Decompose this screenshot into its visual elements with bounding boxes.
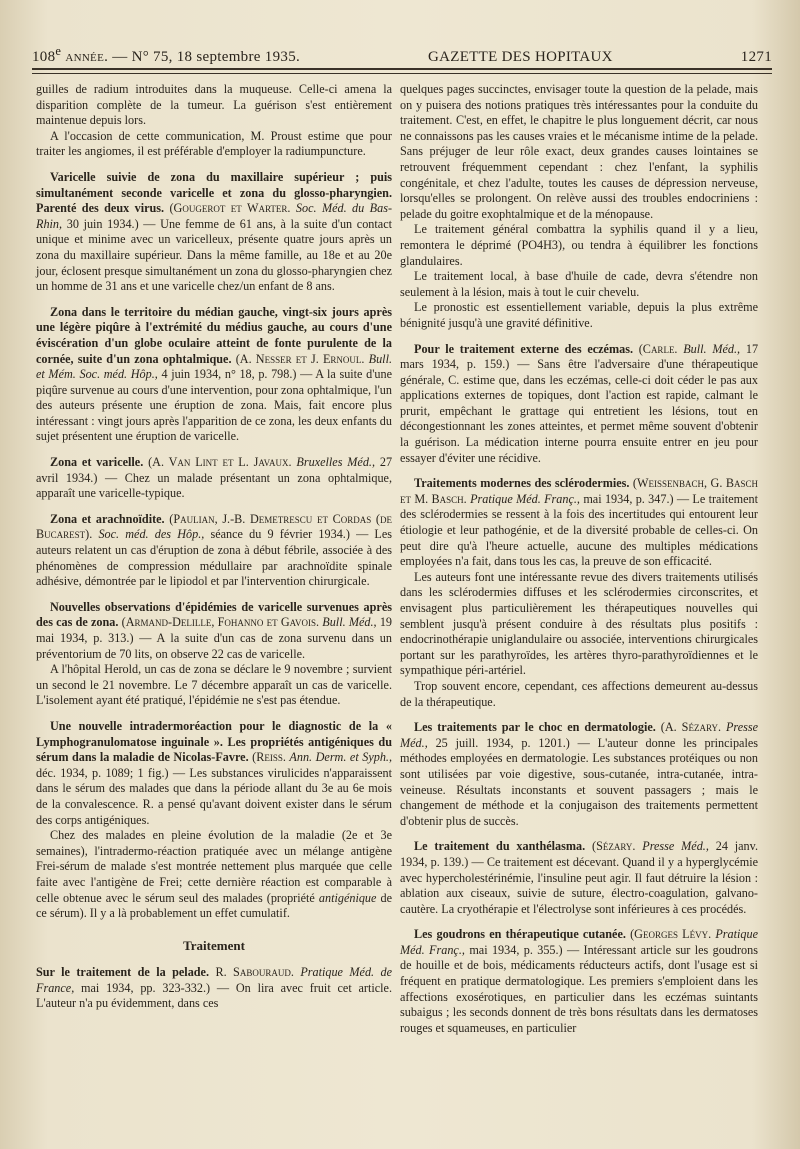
article-entry bbox=[36, 305, 392, 445]
entry-body: séance du 9 février 1934.) — Les auteurs relatent un cas d'éruption de zona à début fébrile, associée à des phénomènes de compression médullaire par arachnoïdite spinale adhésive, démontrée par le lipiodol et par l'intervention chirurgicale. bbox=[36, 527, 393, 589]
journal-title: GAZETTE DES HOPITAUX bbox=[428, 49, 613, 65]
entry-title: Varicelle suivie de zona du maxillaire supérieur ; puis simultanément seconde varicelle et zona du glosso-pharyngien. Parenté des deux virus. bbox=[36, 169, 392, 216]
issue-date: — N° 75, 18 septembre 1935. bbox=[112, 49, 301, 65]
article-entry bbox=[400, 927, 758, 1036]
article-entry bbox=[36, 719, 392, 828]
entry-title: Nouvelles observations d'épidémies de varicelle survenues après des cas de zona. bbox=[36, 599, 392, 630]
issue-info bbox=[32, 44, 300, 66]
entry-title: Le traitement du xanthélasma. bbox=[414, 839, 586, 854]
right-column bbox=[400, 82, 758, 1036]
paragraph-text: de ce sérum). Il y a là probablement un effet cumulatif. bbox=[36, 890, 393, 921]
entry-title: Traitements modernes des sclérodermies. bbox=[414, 476, 630, 491]
paragraph-text: Chez des malades en pleine évolution de la maladie (2e et 3e semaines), l'intradermo-réaction pratiquée avec un mélange antigène Frei-sérum de malade s'est montrée nettement plus marquée que celle faite avec l'antigène de Frei; cette dernière réaction est comparable à celle obtenue avec le sérum seul des malades (propriété bbox=[36, 828, 392, 905]
entry-title: Une nouvelle intradermoréaction pour le diagnostic de la « Lymphogranulomatose inguinale ». Les propriétés antigéniques du sérum dans la maladie de Nicolas-Favre. bbox=[36, 718, 392, 765]
paragraph: quelques pages succinctes, envisager toute la question de la pelade, mais on y puisera des notions pratiques très intéressantes pour la conduite du traitement. C'est, en effet, le chapitre le plus longuement décrit, car nous ne connaissons pas les causes vraies et le mécanisme intime de la pelade. Sans préjuger de leur rôle exact, deux grandes causes lointaines se retrouvent fréquemment cependant : chez l'enfant, la syphilis congénitale, et chez l'adulte, toutes les causes de dépression nerveuse, lorsqu'elles se prolongent. On relève aussi des troubles endocriniens : pelade du goitre exophtalmique et de la ménopause. bbox=[400, 82, 758, 221]
header-rule-thick bbox=[32, 68, 772, 70]
entry-title: Zona et arachnoïdite. bbox=[50, 511, 165, 526]
article-entry bbox=[36, 512, 392, 590]
entry-authors: (A. Van Lint et L. Javaux. bbox=[148, 455, 292, 470]
entry-journal: Pratique Méd. de France, bbox=[36, 965, 393, 995]
entry-journal: Bull. et Mém. Soc. méd. Hôp., bbox=[36, 351, 392, 382]
article-entry bbox=[400, 476, 758, 570]
entry-body: 27 avril 1934.) — Chez un malade présentant un zona ophtalmique, apparaît une varicelle-typique. bbox=[36, 455, 393, 501]
year-suffix: e bbox=[55, 44, 62, 58]
entry-journal: Presse Méd., bbox=[400, 720, 759, 750]
paragraph: Le pronostic est essentiellement variable, depuis la plus extrême bénignité jusqu'à une gravité définitive. bbox=[400, 300, 758, 330]
entry-journal: Ann. Derm. et Syph., bbox=[289, 750, 393, 765]
article-entry bbox=[400, 839, 758, 917]
entry-journal: Bruxelles Méd., bbox=[296, 455, 376, 470]
entry-authors: (A. Nesser et J. Ernoul. bbox=[235, 351, 365, 366]
entry-journal: Soc. Méd. du Bas-Rhin, bbox=[36, 201, 393, 231]
header-rule-thin bbox=[32, 73, 772, 74]
entry-authors: (A. Sézary. bbox=[660, 720, 721, 735]
entry-authors: (Paulian, J.-B. Demetrescu et Cordas (de Bucarest). bbox=[36, 511, 392, 542]
year-number: 108 bbox=[32, 49, 56, 65]
article-entry bbox=[36, 600, 392, 662]
entry-authors: (Armand-Delille, Fohanno et Gavois. bbox=[121, 615, 320, 630]
paragraph: Le traitement local, à base d'huile de cade, devra s'étendre non seulement à la lésion, mais à tout le cuir chevelu. bbox=[400, 269, 758, 299]
entry-journal: Soc. méd. des Hôp., bbox=[98, 527, 205, 542]
paragraph-italic: antigénique bbox=[318, 890, 377, 905]
article-entry bbox=[400, 342, 758, 467]
entry-authors: (Gougerot et Warter. bbox=[169, 201, 291, 216]
entry-title: Sur le traitement de la pelade. bbox=[36, 965, 210, 980]
entry-body: mai 1934, p. 355.) — Intéressant article sur les goudrons de houille et de bois, médicaments réducteurs actifs, dont l'usage est si fréquent en pratique dermatologique. Les premiers s'emploient dans les affections exosérotiques, en particulier dans les eczémas suintants subaigus ; les seconds donnent de très bons résultats dans les dermatoses rouges et squameuses, en particulier bbox=[400, 942, 758, 1035]
entry-body: 30 juin 1934.) — Une femme de 61 ans, à la suite d'un contact unique et minime avec un varicelleux, présente quatre jours après un zona du maxillaire supérieur. Dans la même famille, au 18e et au 20e jour, éclosent presque simultanément un zona du glosso-pharyngien chez un homme de 31 ans et une varicelle chez/un enfant de 8 ans. bbox=[36, 216, 392, 294]
entry-title: Pour le traitement externe des eczémas. bbox=[414, 341, 633, 356]
running-header bbox=[32, 44, 772, 68]
entry-body: 24 janv. 1934, p. 139.) — Ce traitement est décevant. Quand il y a hyperglycémie avec hypercholestérinémie, l'insuline peut agir. Il faut détruire la lésion : ablation aux ciseaux, suivie de suture, électro-coagulation, galvano-cautère. La cryothérapie et l'électrolyse sont inférieures à ces procédés. bbox=[400, 839, 759, 916]
paragraph: Trop souvent encore, cependant, ces affections demeurent au-dessus de la thérapeutique. bbox=[400, 678, 758, 709]
left-column bbox=[36, 82, 392, 1012]
entry-authors: (Reiss. bbox=[252, 750, 286, 765]
paragraph: A l'occasion de cette communication, M. Proust estime que pour traiter les angiomes, il est préférable d'employer la radiumpuncture. bbox=[36, 128, 392, 159]
entry-body: 25 juill. 1934, p. 1201.) — L'auteur donne les principales méthodes employées en dermatologie. Les substances protéiques ou non sont utilisées par voie digestive, sous-cutanée, intra-cutanée, intra-veineuse. Résultats inconstants et souvent passagers ; mais le changement de méthode et la conjugaison des traitements permettent d'obtenir plus de succès. bbox=[400, 735, 758, 828]
entry-authors: (Weissenbach, G. Basch et M. Basch. bbox=[400, 476, 758, 506]
paragraph: Le traitement général combattra la syphilis quand il y a lieu, remontera le déprimé (PO4H3), ou tendra à équilibrer les fonctions glandulaires. bbox=[400, 222, 758, 268]
entry-body: mai 1934, p. 347.) — Le traitement des sclérodermies se ressent à la fois des incertitudes qui entourent leur étiologie et leur pathogénie, et de la diversité probable de celles-ci. On peut dire qu'à l'heure actuelle, aucune des multiples médications employées n'a fait, dans tous les cas, la preuve de son efficacité. bbox=[400, 491, 759, 569]
entry-journal: Presse Méd., bbox=[642, 839, 709, 854]
entry-body: 4 juin 1934, n° 18, p. 798.) — A la suite d'une piqûre survenue au cours d'une intervention, pour zona ophtalmique, l'un des auteurs présente une éruption de zona. Mais, fait encore plus intéressant : vingt jours après l'apparition de ce zona, les deux enfants du sujet présentent une éruption de varicelle. bbox=[36, 367, 392, 444]
entry-body: mai 1934, pp. 323-332.) — On lira avec fruit cet article. L'auteur n'a pu évidemment, dans ces bbox=[36, 980, 392, 1011]
page-number: 1271 bbox=[740, 49, 772, 65]
entry-authors: R. Sabouraud. bbox=[215, 965, 294, 980]
article-entry bbox=[36, 965, 392, 1012]
article-entry bbox=[400, 720, 758, 829]
entry-body: déc. 1934, p. 1089; 1 fig.) — Les substances virulicides n'apparaissent dans le sérum des malades que dans la période allant du 3e au 6e mois de la convalescence. R. a pensé qu'avant doivent exister dans le sérum des corps antigéniques. bbox=[36, 765, 392, 827]
entry-authors: (Carle. bbox=[638, 341, 678, 356]
year-word: année. bbox=[65, 49, 109, 65]
article-entry bbox=[36, 170, 392, 295]
paragraph bbox=[36, 828, 392, 922]
entry-journal: Pratique Méd. Franç., bbox=[400, 927, 759, 957]
paragraph: Les auteurs font une intéressante revue des divers traitements utilisés dans les sclérodermies diffuses et les sclérodermies circonscrites, et envisagent plus particulièrement les thérapeutiques nouvelles qui semblent jusqu'à présent conduire à des résultats plus positifs : endocrinothérapie uniglandulaire ou associée, interventions chirurgicales portant sur les parathyroïdes, les artères thyro-parathyroïdiennes et le sympathique péri-artériel. bbox=[400, 569, 758, 678]
section-heading: Traitement bbox=[183, 937, 245, 953]
paragraph: A l'hôpital Herold, un cas de zona se déclare le 9 novembre ; survient un second le 21 novembre. Le 7 décembre apparaît un cas de varicelle. L'isolement ayant été pratiqué, l'épidémie ne s'est pas étendue. bbox=[36, 662, 392, 708]
article-entry bbox=[36, 455, 392, 502]
entry-authors: (Sézary. bbox=[592, 839, 636, 854]
entry-body: 17 mars 1934, p. 159.) — Sans être l'adversaire d'une thérapeutique générale, C. estime que, dans les eczémas, celle-ci doit céder le pas aux applications externes de topiques, dont l'action est rapide, calmant le prurit, empêchant le grattage qui entretient les lésions, tout en décongestionnant les zones atteintes, et permet même souvent d'obtenir la guérison. La médication interne pourra ensuite entrer en jeu pour essayer d'éviter une récidive. bbox=[400, 341, 759, 465]
entry-title: Les traitements par le choc en dermatologie. bbox=[414, 720, 656, 735]
entry-journal: Bull. Méd., bbox=[322, 615, 377, 630]
entry-journal: Bull. Méd., bbox=[683, 341, 741, 356]
entry-body: 19 mai 1934, p. 313.) — A la suite d'un cas de zona survenu dans un préventorium de 70 lits, on observe 22 cas de varicelle. bbox=[36, 615, 392, 661]
entry-title: Zona dans le territoire du médian gauche, vingt-six jours après une légère piqûre à l'extrémité du médius gauche, au cours d'une éviscération d'un globe oculaire atteint de fonte purulente de la cornée, suite d'un zona ophtalmique. bbox=[36, 304, 392, 366]
entry-title: Les goudrons en thérapeutique cutanée. bbox=[414, 927, 626, 942]
paragraph: guilles de radium introduites dans la muqueuse. Celle-ci amena la disparition complète de la tumeur. La guérison s'est entièrement maintenue depuis lors. bbox=[36, 82, 392, 128]
entry-journal: Pratique Méd. Franç., bbox=[470, 491, 580, 506]
entry-authors: (Georges Lévy. bbox=[630, 927, 712, 942]
entry-title: Zona et varicelle. bbox=[50, 455, 144, 470]
